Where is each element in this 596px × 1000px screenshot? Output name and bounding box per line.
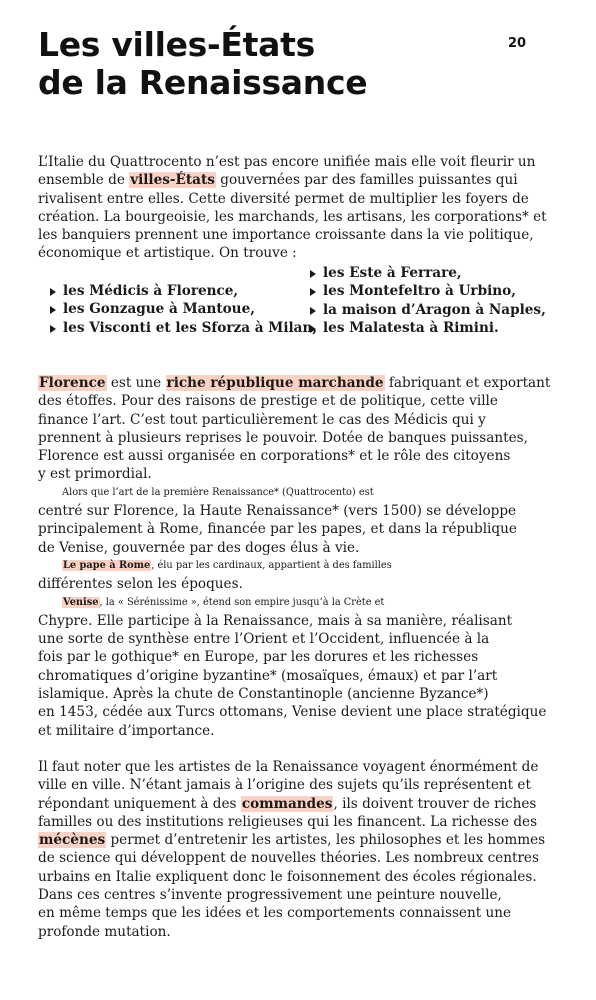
page-number: 20 <box>508 36 527 51</box>
page-title <box>38 26 367 102</box>
body-line: fois par le gothique* en Europe, par les dorures et les richesses <box>38 649 479 666</box>
list-item: les Este à Ferrare, <box>310 264 546 282</box>
body-line: une sorte de synthèse entre l’Orient et l’Occident, influencée à la <box>38 631 490 648</box>
highlight-commandes: commandes <box>241 795 333 812</box>
list-item: les Gonzague à Mantoue, <box>50 300 317 318</box>
intro-line: rivalisent entre elles. Cette diversité permet de multiplier les foyers de <box>38 190 529 207</box>
body-line: de science qui développent de nouvelles théories. Les nombreux centres <box>38 850 539 867</box>
intro-line: L’Italie du Quattrocento n’est pas encore unifiée mais elle voit fleurir un <box>38 154 536 170</box>
body-text: , élu par les cardinaux, appartient à des familles <box>151 559 392 571</box>
body-line: ville en ville. N’étant jamais à l’origine des sujets qu’ils représentent et <box>38 777 531 794</box>
list-item: les Montefeltro à Urbino, <box>310 282 546 300</box>
body-line: familles ou des institutions religieuses qui les financent. La richesse des <box>38 813 538 830</box>
highlight-florence: Florence <box>39 375 106 391</box>
highlight-villes-etats: villes-États <box>130 172 215 189</box>
body-line <box>38 795 558 813</box>
body-line <box>38 557 558 575</box>
body-line <box>38 374 558 392</box>
body-line: islamique. Après la chute de Constantinople (ancienne Byzance*) <box>38 686 489 703</box>
body-line: Il faut noter que les artistes de la Renaissance voyagent énormément de <box>38 759 539 775</box>
intro-line: économique et artistique. On trouve : <box>38 245 297 262</box>
highlight-venise: Venise <box>63 596 99 608</box>
body-text: répondant uniquement à des <box>38 795 241 812</box>
body-line: différentes selon les époques. <box>38 576 243 593</box>
body-line: profonde mutation. <box>38 923 171 940</box>
body-text: , la « Sérénissime », étend son empire jusqu’à la Crète et <box>99 596 385 608</box>
body-line: Florence est aussi organisée en corporations* et le rôle des citoyens <box>38 448 511 465</box>
body-line: Alors que l’art de la première Renaissance* (Quattrocento) est <box>62 486 374 498</box>
florence-section <box>38 374 558 740</box>
body-text: , ils doivent trouver de riches <box>333 795 537 812</box>
intro-line <box>38 171 558 189</box>
title-line-2: de la Renaissance <box>38 63 368 102</box>
intro-text: gouvernées par des familles puissantes qui <box>215 172 518 189</box>
artists-paragraph <box>38 758 558 941</box>
body-line: y est primordial. <box>38 466 152 483</box>
body-line <box>38 831 558 849</box>
body-line: Chypre. Elle participe à la Renaissance, mais à sa manière, réalisant <box>38 612 513 629</box>
body-line: en même temps que les idées et les comportements connaissent une <box>38 905 512 922</box>
intro-line: création. La bourgeoisie, les marchands, les artisans, les corporations* et <box>38 208 547 225</box>
body-text: permet d’entretenir les artistes, les philosophes et les hommes <box>106 832 546 849</box>
intro-text: ensemble de <box>38 172 130 189</box>
list-item: la maison d’Aragon à Naples, <box>310 301 546 319</box>
body-line: Dans ces centres s’invente progressivement une peinture nouvelle, <box>38 887 502 904</box>
body-text: est une <box>106 375 166 391</box>
body-line: centré sur Florence, la Haute Renaissance* (vers 1500) se développe <box>38 503 517 520</box>
list-item: les Médicis à Florence, <box>50 282 317 300</box>
highlight-pape-rome: Le pape à Rome <box>63 559 151 571</box>
intro-line: les banquiers prennent une importance croissante dans la vie politique, <box>38 227 534 244</box>
highlight-riche-republique: riche république marchande <box>166 375 384 391</box>
list-item: les Malatesta à Rimini. <box>310 319 546 337</box>
body-text: fabriquant et exportant <box>384 375 551 391</box>
body-line: chromatiques d’origine byzantine* (mosaïques, émaux) et par l’art <box>38 667 498 684</box>
body-line: des étoffes. Pour des raisons de prestige et de politique, cette ville <box>38 393 498 410</box>
body-line: en 1453, cédée aux Turcs ottomans, Venise devient une place stratégique <box>38 704 547 721</box>
body-line: urbains en Italie expliquent donc le foisonnement des écoles régionales. <box>38 868 537 885</box>
body-line <box>38 594 558 612</box>
highlight-mecenes: mécènes <box>39 832 106 849</box>
body-line: de Venise, gouvernée par des doges élus à vie. <box>38 539 360 556</box>
families-list-left <box>50 282 317 337</box>
intro-paragraph <box>38 153 558 263</box>
list-item: les Visconti et les Sforza à Milan, <box>50 319 317 337</box>
title-line-1: Les villes-États <box>38 25 315 64</box>
body-line: finance l’art. C’est tout particulièrement le cas des Médicis qui y <box>38 411 486 428</box>
body-line: principalement à Rome, financée par les papes, et dans la république <box>38 521 517 538</box>
body-line: et militaire d’importance. <box>38 722 215 739</box>
body-line: prennent à plusieurs reprises le pouvoir. Dotée de banques puissantes, <box>38 429 528 446</box>
families-list-right <box>310 264 546 337</box>
